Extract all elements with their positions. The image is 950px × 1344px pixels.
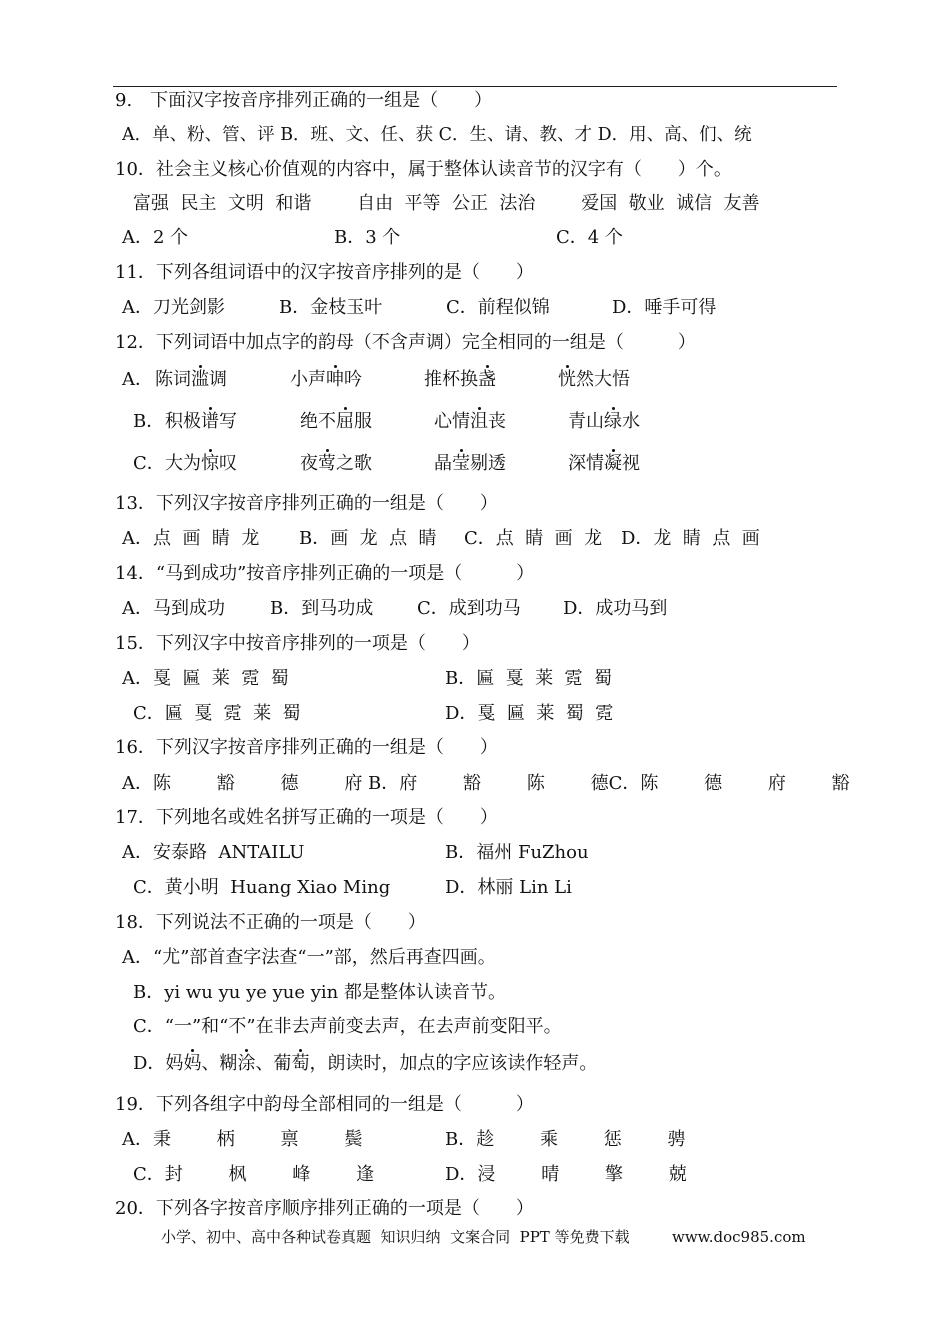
emphasis-dot-char: 呻 [326,369,344,390]
emphasis-dot-char: 莹 [452,453,470,474]
q13-option-d: D．龙 睛 点 画 [621,528,760,549]
q13-stem: 13．下列汉字按音序排列正确的一组是（ ） [115,493,498,514]
emphasis-dot-char: 屈 [336,411,354,432]
q19-option-a: A．秉 柄 禀 鬓 [122,1129,363,1150]
q12-row-c-word-2: 夜莺之歌 [300,453,372,474]
q19-option-c: C．封 枫 峰 逢 [133,1164,375,1185]
q14-option-d: D．成功马到 [563,598,668,619]
q15-option-c: C．匾 戛 霓 莱 蜀 [133,703,301,724]
q18-option-b: B．yi wu yu ye yue yin 都是整体认读音节。 [133,982,506,1003]
emphasis-dot-char: 绿 [604,411,622,432]
q10-option-c: C．4 个 [556,227,623,248]
q12-row-b-word-3: 心情沮丧 [434,411,506,432]
q16-options: A．陈 豁 德 府 B．府 豁 陈 德C．陈 德 府 豁 [122,773,850,794]
q18-option-c: C．“一”和“不”在非去声前变去声，在去声前变阳平。 [133,1016,562,1037]
q9-stem: 9. 下面汉字按音序排列正确的一组是（ ） [115,90,493,111]
q11-stem: 11．下列各组词语中的汉字按音序排列的是（ ） [115,262,534,283]
q19-option-b: B．趁 乘 惩 骋 [445,1129,686,1150]
q10-option-a: A．2 个 [122,227,189,248]
q17-option-a: A．安泰路 ANTAILU [122,842,305,863]
emphasis-dot-char: 滥 [191,369,209,390]
q12-row-c-word-3: 晶莹剔透 [434,453,506,474]
q17-stem: 17．下列地名或姓名拼写正确的一项是（ ） [115,807,498,828]
q14-option-a: A．马到成功 [122,598,225,619]
q10-option-b: B．3 个 [334,227,401,248]
emphasis-dot-char: 涂 [237,1053,256,1074]
q12-stem: 12．下列词语中加点字的韵母（不含声调）完全相同的一组是（ ） [115,332,696,353]
q14-option-c: C．成到功马 [417,598,521,619]
emphasis-dot-char: 萄 [291,1053,310,1074]
q12-row-b-word-1: 积极谱写 [165,411,237,432]
q11-option-a: A．刀光剑影 [122,297,225,318]
q14-option-b: B．到马功成 [270,598,374,619]
q16-stem: 16．下列汉字按音序排列正确的一组是（ ） [115,737,498,758]
q12-row-a-label: A． [122,369,153,390]
q14-stem: 14．“马到成功”按音序排列正确的一项是（ ） [115,563,535,584]
q10-stem: 10．社会主义核心价值观的内容中，属于整体认读音节的汉字有（ ）个。 [115,159,732,180]
emphasis-dot-char: 恍 [558,369,576,390]
q9-options: A．单、粉、管、评 B．班、文、任、获 C．生、请、教、才 D．用、高、们、统 [122,125,752,145]
footer-text: 小学、初中、高中各种试卷真题 知识归纳 文案合同 PPT 等免费下载 [161,1228,630,1246]
q13-option-b: B．画 龙 点 睛 [299,528,437,549]
q13-option-c: C．点 睛 画 龙 [464,528,603,549]
emphasis-dot-char: 妈 [183,1053,202,1074]
q17-option-d: D．林丽 Lin Li [445,877,572,898]
emphasis-dot-char: 盏 [478,369,496,390]
emphasis-dot-char: 凝 [604,453,622,474]
q12-row-c-word-4: 深情凝视 [568,453,640,474]
footer-url[interactable]: www.doc985.com [672,1228,806,1246]
q20-stem: 20．下列各字按音序顺序排列正确的一项是（ ） [115,1198,534,1219]
q12-row-b-word-2: 绝不屈服 [300,411,372,432]
q12-row-c-label: C． [133,453,165,474]
q11-option-b: B．金枝玉叶 [279,297,383,318]
q18-option-d: D．妈妈、糊涂、葡萄，朗读时，加点的字应该读作轻声。 [133,1053,598,1074]
q12-row-a-word-1: 陈词滥调 [155,369,227,390]
q12-row-a-word-4: 恍然大悟 [558,369,630,390]
q12-row-a-word-2: 小声呻吟 [290,369,362,390]
q15-option-a: A．戛 匾 莱 霓 蜀 [122,668,289,689]
emphasis-dot-char: 惊 [201,453,219,474]
q13-option-a: A．点 画 睛 龙 [122,528,260,549]
q18-option-a: A．“尤”部首查字法查“一”部，然后再查四画。 [122,947,496,968]
q17-option-b: B．福州 FuZhou [445,842,589,863]
q15-option-b: B．匾 戛 莱 霓 蜀 [445,668,613,689]
q15-option-d: D．戛 匾 莱 蜀 霓 [445,703,614,724]
q12-row-a-word-3: 推杯换盏 [424,369,496,390]
q11-option-c: C．前程似锦 [446,297,550,318]
emphasis-dot-char: 沮 [470,411,488,432]
q18-stem: 18．下列说法不正确的一项是（ ） [115,912,426,933]
q12-row-b-word-4: 青山绿水 [568,411,640,432]
header-rule [113,86,837,87]
q10-words: 富强 民主 文明 和谐 自由 平等 公正 法治 爱国 敬业 诚信 友善 [133,193,760,214]
q12-row-b-label: B． [133,411,165,432]
q11-option-d: D．唾手可得 [612,297,717,318]
emphasis-dot-char: 莺 [318,453,336,474]
q12-row-c-word-1: 大为惊叹 [165,453,237,474]
q19-stem: 19．下列各组字中韵母全部相同的一组是（ ） [115,1094,534,1115]
q17-option-c: C．黄小明 Huang Xiao Ming [133,877,391,898]
emphasis-dot-char: 谱 [201,411,219,432]
q19-option-d: D．浸 晴 擎 兢 [445,1164,687,1185]
q15-stem: 15．下列汉字中按音序排列的一项是（ ） [115,633,480,654]
